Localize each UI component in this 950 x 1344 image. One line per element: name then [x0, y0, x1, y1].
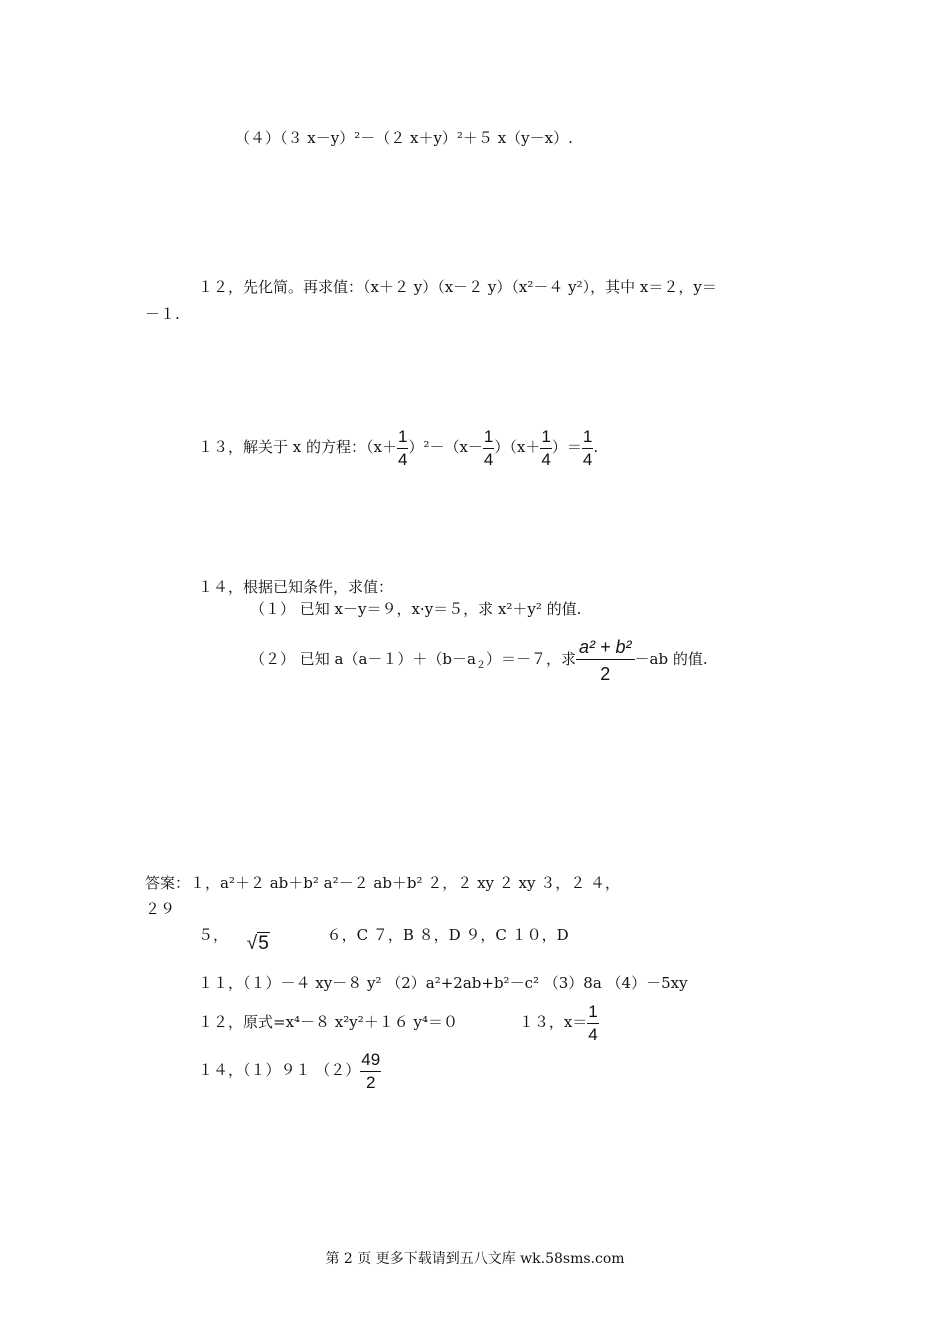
- fraction-one-quarter: [483, 427, 494, 470]
- fraction-denominator: 4: [582, 449, 593, 469]
- answers-line3: [198, 925, 569, 954]
- fraction-one-quarter: [397, 427, 408, 470]
- page-footer: 第 2 页 更多下载请到五八文库 wk.58sms.com: [325, 1251, 625, 1267]
- answer-13-label: １３，x＝: [518, 1013, 588, 1031]
- answers-line5: [198, 1000, 599, 1045]
- answers-6-to-10: ６，C ７，B ８，D ９，C １０，D: [326, 926, 569, 944]
- answers-line6: [198, 1048, 381, 1093]
- fraction-one-quarter: [587, 1002, 598, 1045]
- problem-14-part1: （１） 已知 x－y＝９，x·y＝５，求 x²＋y² 的值.: [250, 600, 582, 618]
- fraction-numerator: a² + b²: [576, 637, 635, 660]
- fraction-numerator: 1: [587, 1002, 598, 1024]
- problem-12-line1: １２，先化简。再求值：（x＋２ y）（x－２ y）（x²－４ y²），其中 x＝２，y＝: [198, 278, 717, 296]
- answer-12: １２，原式=x⁴－８ x²y²＋１６ y⁴＝０: [198, 1013, 459, 1031]
- problem-13-prefix: １３，解关于 x 的方程：（x＋: [198, 438, 397, 456]
- fraction-numerator: 1: [483, 427, 494, 449]
- problem-13-mid3: ）＝: [551, 438, 582, 456]
- problem-12-line2: －１.: [145, 305, 180, 323]
- problem-13-mid1: ）²－（x－: [408, 438, 483, 456]
- answer-14: １４，（１）９１ （２）: [198, 1061, 361, 1079]
- fraction-numerator: 1: [540, 427, 551, 449]
- fraction-a2-plus-b2-over-2: [576, 637, 635, 684]
- problem-14-part2-prefix: （２） 已知 a（a－１）＋（b－a: [250, 650, 476, 668]
- answers-line1: 答案：１，a²＋２ ab＋b² a²－２ ab＋b² ２，２ xy ２ xy ３，２ ４，: [145, 874, 621, 892]
- sqrt-5: [247, 934, 270, 954]
- fraction-numerator: 1: [397, 427, 408, 449]
- problem-14-title: １４，根据已知条件，求值：: [198, 578, 394, 596]
- fraction-numerator: 1: [582, 427, 593, 449]
- fraction-denominator: 4: [397, 449, 408, 469]
- radicand: 5: [258, 933, 269, 954]
- fraction-denominator: 4: [541, 449, 551, 469]
- problem-14-part2-end: －ab 的值.: [634, 650, 708, 668]
- fraction-one-quarter: [540, 427, 551, 470]
- fraction-denominator: 2: [366, 1072, 376, 1092]
- problem-13-mid2: ）（x＋: [494, 438, 541, 456]
- subscript: ２: [475, 660, 486, 671]
- problem-14-part2: [250, 634, 708, 691]
- problem-13-end: .: [593, 438, 599, 456]
- answers-line4: １１，（１）－４ xy－８ y² （2）a²+2ab+b²－c² （3）8a （4）－5xy: [198, 974, 688, 992]
- fraction-numerator: 49: [360, 1050, 381, 1072]
- fraction-denominator: 4: [483, 449, 494, 469]
- problem-14-part2-mid: ）＝－７，求: [485, 650, 576, 668]
- fraction-49-over-2: [360, 1050, 381, 1093]
- problem-11-4: （４）（３ x－y）²－（２ x＋y）²＋５ x（y－x）.: [235, 129, 573, 147]
- fraction-denominator: 2: [600, 663, 611, 684]
- problem-13: [198, 425, 598, 470]
- answer-5-label: ５，: [198, 926, 229, 944]
- fraction-one-quarter: [582, 427, 593, 470]
- radical-sign-icon: √: [246, 933, 258, 954]
- fraction-denominator: 4: [588, 1024, 598, 1044]
- answers-line2: ２９: [145, 900, 176, 918]
